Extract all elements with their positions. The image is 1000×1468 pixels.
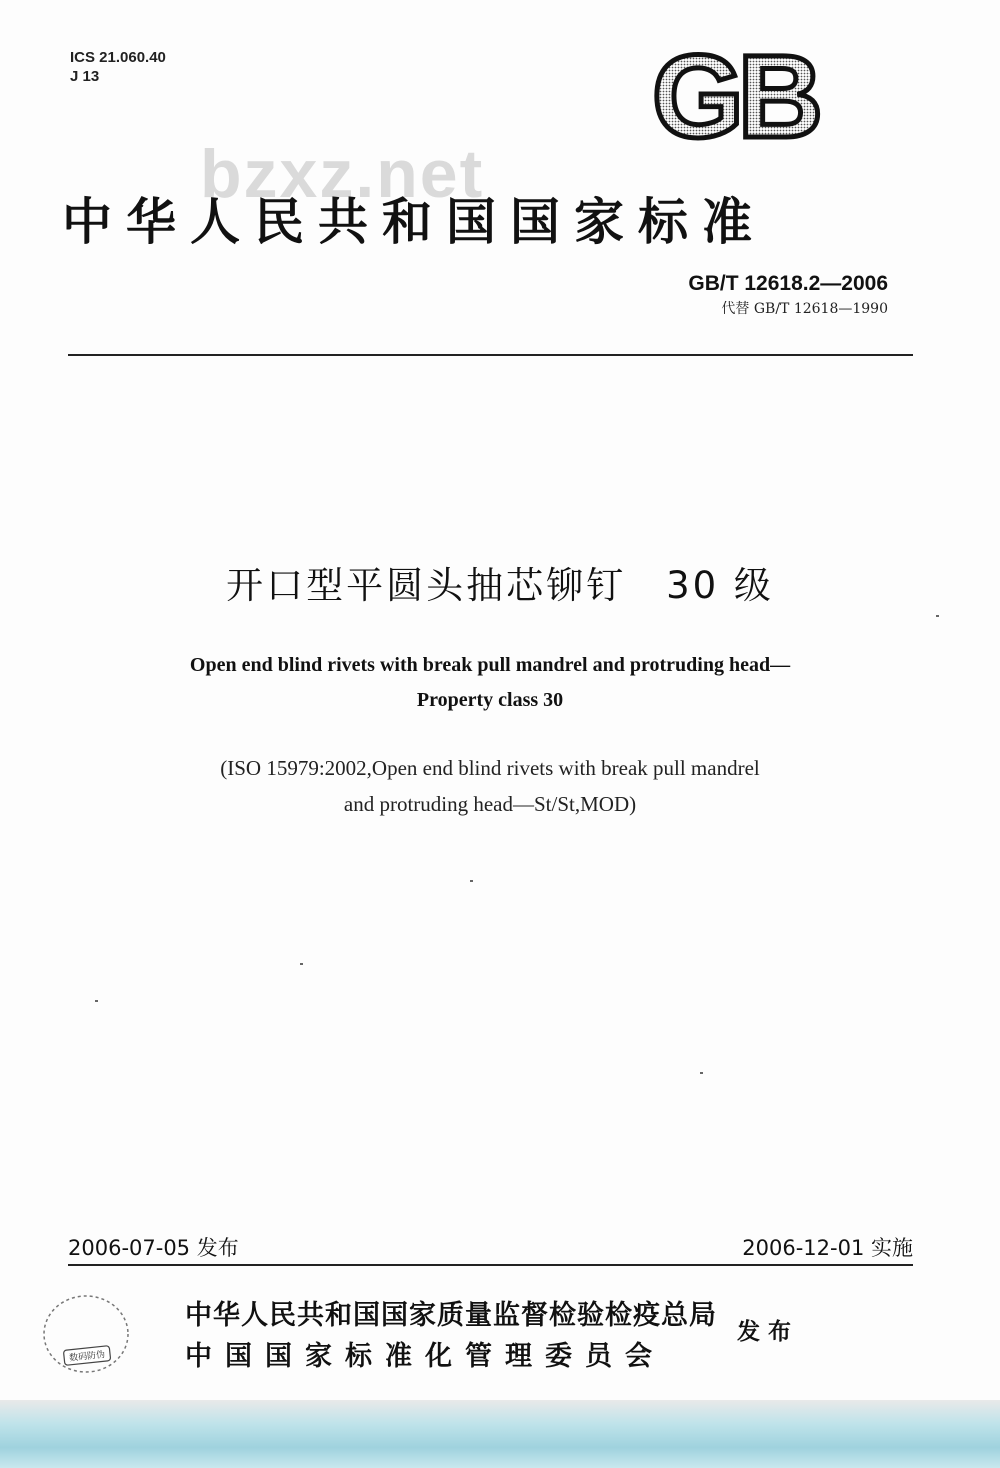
issuer-sac: 中国国家标准化管理委员会 xyxy=(185,1341,665,1372)
issuer-aqsiq: 中华人民共和国国家质量监督检验检疫总局 xyxy=(185,1300,717,1331)
implementation-date: 2006-12-01 实施 xyxy=(742,1236,913,1260)
english-title xyxy=(0,648,980,718)
iso-reference-line1: (ISO 15979:2002,Open end blind rivets with break pull mandrel xyxy=(220,756,760,780)
national-standard-title: 中华人民共和国国家标准 xyxy=(62,193,766,251)
standard-number-block xyxy=(688,272,888,318)
date-row xyxy=(68,1232,913,1264)
page-bottom-background xyxy=(0,1400,1000,1468)
standard-number: GB/T 12618.2—2006 xyxy=(688,272,888,295)
ccs-code: J 13 xyxy=(70,68,100,85)
svg-text:GB: GB xyxy=(652,45,817,145)
scan-speck xyxy=(700,1072,703,1074)
header-divider xyxy=(68,354,913,356)
scan-speck xyxy=(470,880,473,882)
english-title-line2: Property class 30 xyxy=(416,689,564,711)
scan-speck xyxy=(300,963,303,965)
svg-text:数码防伪: 数码防伪 xyxy=(68,1350,106,1364)
english-title-line1: Open end blind rivets with break pull mandrel and protruding head— xyxy=(189,654,791,676)
publish-label: 发布 xyxy=(737,1319,799,1345)
iso-reference-line2: and protruding head—St/St,MOD) xyxy=(343,792,637,816)
chinese-title: 开口型平圆头抽芯铆钉 30 级 xyxy=(226,564,774,607)
issue-date: 2006-07-05 发布 xyxy=(68,1236,239,1260)
scan-speck xyxy=(95,1000,98,1002)
date-divider xyxy=(68,1264,913,1266)
iso-reference xyxy=(0,750,980,822)
gb-logo xyxy=(650,45,860,145)
anti-counterfeit-stamp xyxy=(40,1290,132,1378)
ics-code: ICS 21.060.40 xyxy=(70,49,166,66)
issuing-authorities xyxy=(185,1293,717,1373)
scan-speck xyxy=(936,615,939,617)
watermark: bzxz.net xyxy=(200,136,485,212)
replaces-standard: 代替 GB/T 12618—1990 xyxy=(721,301,888,317)
ics-classification xyxy=(70,48,166,86)
